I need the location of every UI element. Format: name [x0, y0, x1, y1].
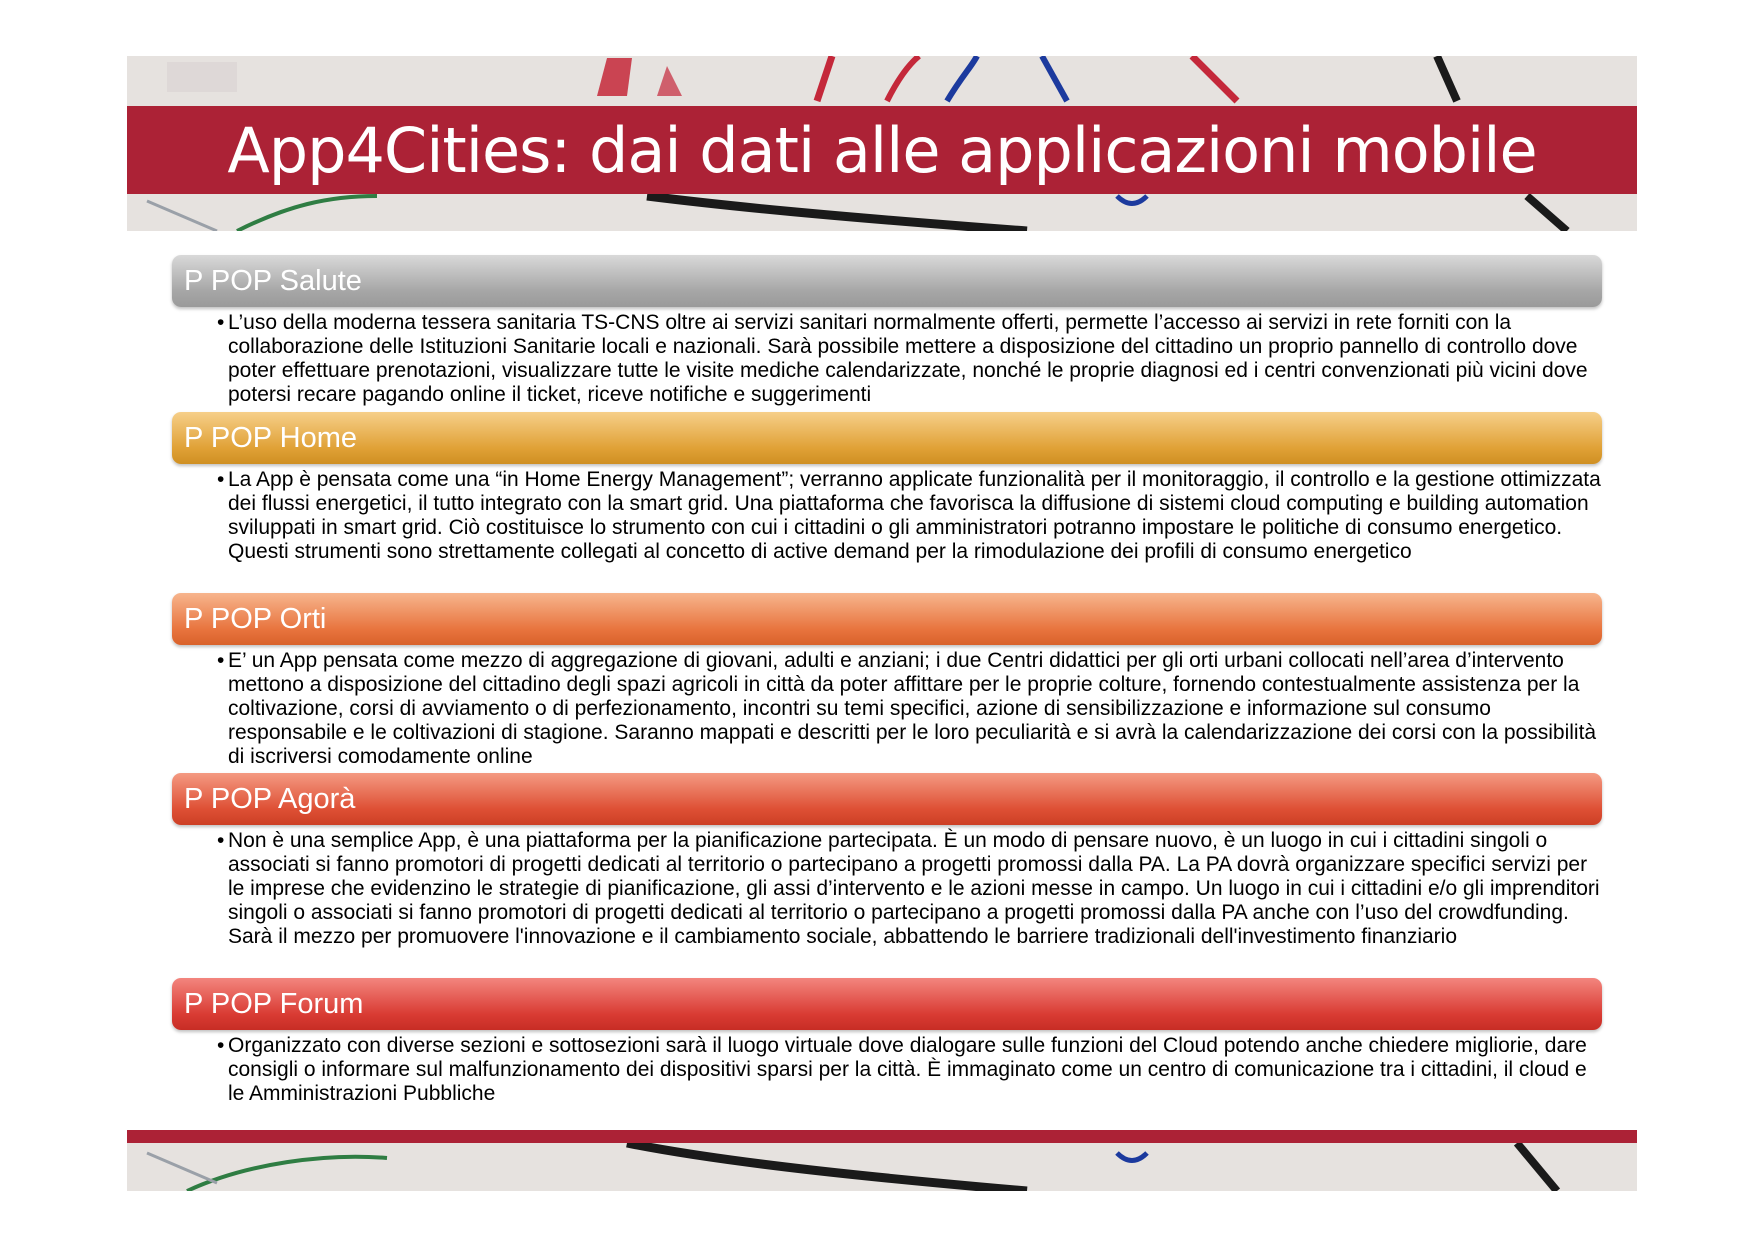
- section-text-orti: E’ un App pensata come mezzo di aggregazione di giovani, adulti e anziani; i due Centri didattici per gli orti urbani collocati nell’area d’intervento mettono a disposizione del cittadino degli spazi agricoli in città da poter affittare per le proprie colture, fornendo contestualmente assistenza per la coltivazione, corsi di avviamento o di perfezionamento, incontri su temi specifici, azione di sensibilizzazione e informazione sul consumo responsabile e le coltivazioni di stagione. Saranno mappati e descritti per le loro peculiarità e si avrà la calendarizzazione dei corsi con la possibilità di iscriversi comodamente online: [228, 649, 1597, 768]
- bullet-icon: •: [217, 829, 225, 852]
- section-title-forum: P POP Forum: [184, 987, 364, 1020]
- page-title: App4Cities: dai dati alle applicazioni mobile: [227, 113, 1537, 187]
- bullet-icon: •: [217, 1034, 225, 1057]
- section-title-agora: P POP Agorà: [184, 782, 356, 815]
- section-body-orti: [217, 649, 1608, 769]
- section-orti: [172, 593, 1602, 769]
- section-body-agora: [217, 829, 1608, 949]
- section-title-orti: P POP Orti: [184, 602, 327, 635]
- section-text-salute: L’uso della moderna tessera sanitaria TS-CNS oltre ai servizi sanitari normalmente offerti, permette l’accesso ai servizi in rete forniti con la collaborazione delle Istituzioni Sanitarie locali e nazionali. Sarà possibile mettere a disposizione del cittadino un proprio pannello di controllo dove poter effettuare prenotazioni, visualizzare tutte le visite mediche calendarizzate, nonché le proprie diagnosi ed i centri convenzionati più vicini dove potersi recare pagando online il ticket, riceve notifiche e suggerimenti: [228, 311, 1588, 406]
- section-forum: [172, 978, 1602, 1106]
- section-title-home: P POP Home: [184, 421, 358, 454]
- bullet-icon: •: [217, 649, 225, 672]
- whiteboard-graph-decoration: [127, 1143, 1637, 1191]
- title-band: [127, 106, 1637, 194]
- section-salute: [172, 255, 1602, 407]
- section-header-orti: [172, 593, 1602, 645]
- section-header-home: [172, 412, 1602, 464]
- section-agora: [172, 773, 1602, 949]
- section-header-salute: [172, 255, 1602, 307]
- footer-band: [127, 1130, 1637, 1143]
- header-banner-image: [127, 56, 1637, 231]
- footer-banner-image: [127, 1143, 1637, 1191]
- section-text-home: La App è pensata come una “in Home Energy Management”; verranno applicate funzionalità per il monitoraggio, il controllo e la gestione ottimizzata dei flussi energetici, il tutto integrato con la smart grid. Una piattaforma che favorisca la diffusione di sistemi cloud computing e building automation sviluppati in smart grid. Ciò costituisce lo strumento con cui i cittadini o gli amministratori potranno impostare le politiche di consumo energetico. Questi strumenti sono strettamente collegati al concetto di active demand per la rimodulazione dei profili di consumo energetico: [228, 468, 1601, 563]
- section-text-forum: Organizzato con diverse sezioni e sottosezioni sarà il luogo virtuale dove dialogare sulle funzioni del Cloud potendo anche chiedere migliorie, dare consigli o informare sul malfunzionamento dei dispositivi sparsi per la città. È immaginato come un centro di comunicazione tra i cittadini, il cloud e le Amministrazioni Pubbliche: [228, 1034, 1587, 1105]
- slide: [127, 56, 1637, 1191]
- bullet-icon: •: [217, 311, 225, 334]
- section-text-agora: Non è una semplice App, è una piattaforma per la pianificazione partecipata. È un modo di pensare nuovo, è un luogo in cui i cittadini singoli o associati si fanno promotori di progetti dedicati al territorio o partecipano a progetti promossi dalla PA. La PA dovrà organizzare specifici servizi per le imprese che evidenzino le strategie di pianificazione, gli assi d’intervento e le azioni messe in campo. Un luogo in cui i cittadini e/o gli imprenditori singoli o associati si fanno promotori di progetti dedicati al territorio o partecipano a progetti promossi dalla PA anche con l’uso del crowdfunding. Sarà il mezzo per promuovere l'innovazione e il cambiamento sociale, abbattendo le barriere tradizionali dell'investimento finanziario: [228, 829, 1600, 948]
- bullet-icon: •: [217, 468, 225, 491]
- section-header-agora: [172, 773, 1602, 825]
- section-body-salute: [217, 311, 1608, 407]
- section-home: [172, 412, 1602, 564]
- section-body-forum: [217, 1034, 1608, 1106]
- section-body-home: [217, 468, 1608, 564]
- section-title-salute: P POP Salute: [184, 264, 362, 297]
- section-header-forum: [172, 978, 1602, 1030]
